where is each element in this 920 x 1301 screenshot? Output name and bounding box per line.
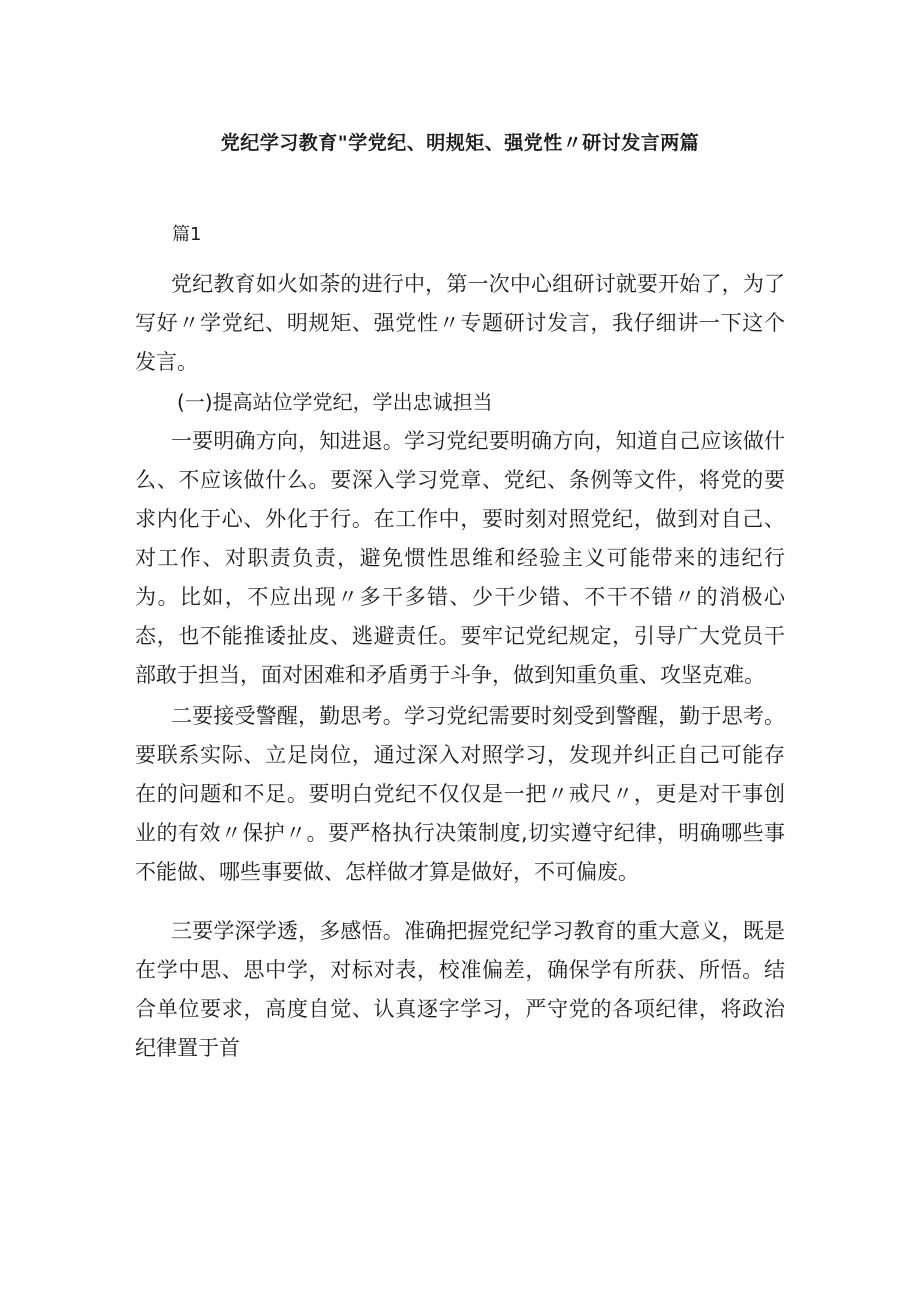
section-label: 篇1 xyxy=(172,224,202,245)
document-title: 党纪学习教育"学党纪、明规矩、强党性〃研讨发言两篇 xyxy=(220,132,700,154)
paragraph-1: 一要明确方向，知进退。学习党纪要明确方向，知道自己应该做什么、不应该做什么。要深入学习党章、党纪、条例等文件，将党的要求内化于心、外化于行。在工作中，要时刻对照党纪，做到对自己、对工作、对职责负责，避免惯性思维和经验主义可能带来的违纪行为。比如，不应出现〃多干多错、少干少错、不干不错〃的消极心态，也不能推诿扯皮、逃避责任。要牢记党纪规定，引导广大党员干部敢于担当，面对困难和矛盾勇于斗争，做到知重负重、攻坚克难。 xyxy=(135,429,785,687)
paragraph-gap xyxy=(135,892,785,912)
intro-paragraph: 党纪教育如火如荼的进行中，第一次中心组研讨就要开始了，为了写好〃学党纪、明规矩、强党性〃专题研讨发言，我仔细讲一下这个发言。 xyxy=(135,272,785,374)
document-body xyxy=(135,222,785,1068)
paragraph-3: 三要学深学透，多感悟。准确把握党纪学习教育的重大意义，既是在学中思、思中学，对标对表，校准偏差，确保学有所获、所悟。结合单位要求，高度自觉、认真逐字学习，严守党的各项纪律，将政治纪律置于首 xyxy=(135,919,785,1060)
paragraph-2: 二要接受警醒，勤思考。学习党纪需要时刻受到警醒，勤于思考。要联系实际、立足岗位，通过深入对照学习，发现并纠正自己可能存在的问题和不足。要明白党纪不仅仅是一把〃戒尺〃，更是对干事创业的有效〃保护〃。要严格执行决策制度,切实遵守纪律，明确哪些事不能做、哪些事要做、怎样做才算是做好，不可偏废。 xyxy=(135,704,785,884)
subheading: (一)提高站位学党纪，学出忠诚担当 xyxy=(177,390,493,414)
